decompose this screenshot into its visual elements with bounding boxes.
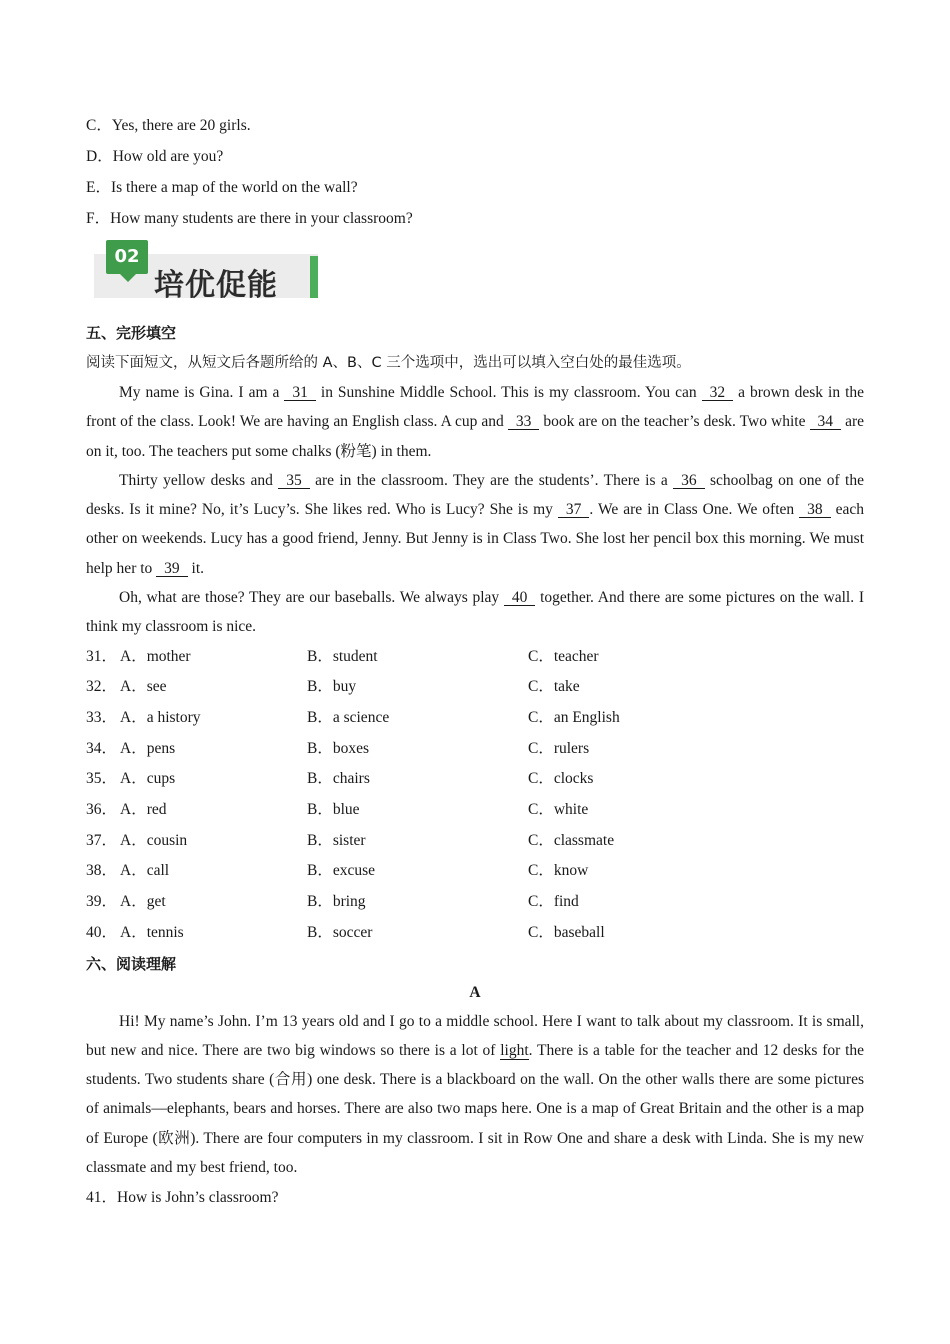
cloze-options [86, 642, 864, 949]
question-41: 41．How is John’s classroom? [86, 1189, 279, 1207]
text: Thirty yellow desks and [119, 471, 279, 489]
option-a: A．tennis [120, 923, 184, 941]
option-b: B．blue [307, 801, 360, 819]
question-number: 38． [86, 862, 118, 880]
text: are in the classroom. They are the students’. There is a [309, 471, 674, 489]
option-c: C．know [528, 862, 589, 880]
worksheet-page [86, 110, 864, 1213]
question-number: 35． [86, 770, 118, 788]
question-row [86, 703, 864, 734]
blank-35: 35 [278, 473, 310, 489]
previous-options [86, 110, 864, 234]
option-c: C．classmate [528, 831, 615, 849]
question-row [86, 887, 864, 918]
text: book are on the teacher’s desk. Two white [539, 413, 810, 431]
option-a: A．a history [120, 709, 201, 727]
text: . We are in Class One. We often [589, 501, 800, 519]
passage-title: A [469, 983, 481, 1001]
option-e: E．Is there a map of the world on the wall? [86, 179, 358, 196]
text: each other on weekends. Lucy has a good friend, Jenny. But Jenny is in Class Two. She lost her pencil box this morning. We must help her to [86, 501, 865, 577]
option-b: B．student [307, 647, 378, 665]
banner-badge: 02 [106, 240, 148, 274]
text: Oh, what are those? They are our baseballs. We always play [119, 589, 504, 607]
text: together. And there are some pictures on the wall. I think my classroom is nice. [86, 589, 864, 636]
option-c: C．teacher [528, 647, 599, 665]
question-row [86, 642, 864, 673]
option-c: C．find [528, 893, 579, 911]
question-number: 34． [86, 739, 118, 757]
option-a: A．cups [120, 770, 176, 788]
underlined-word: light [500, 1041, 529, 1059]
reading-passage-a [86, 1007, 864, 1183]
text: are on it, too. The teachers put some chalks (粉笔) in them. [86, 413, 865, 460]
option-c: C．baseball [528, 923, 605, 941]
blank-33: 33 [508, 414, 540, 430]
question-row [86, 918, 864, 949]
option-b: B．soccer [307, 923, 373, 941]
banner-accent-bar [310, 256, 318, 298]
option-a: A．mother [120, 647, 191, 665]
option-a: A．red [120, 801, 167, 819]
question-number: 37． [86, 831, 118, 849]
option-c: C．white [528, 801, 589, 819]
question-row [86, 764, 864, 795]
option-c: C．an English [528, 709, 620, 727]
question-row [86, 795, 864, 826]
question-row [86, 826, 864, 857]
text: My name is Gina. I am a [119, 384, 285, 401]
cloze-paragraph-3 [86, 583, 864, 642]
option-b: B．excuse [307, 862, 376, 880]
option-c: C．rulers [528, 739, 590, 757]
option-b: B．buy [307, 678, 357, 696]
option-f: F．How many students are there in your classroom? [86, 210, 413, 227]
section5-instruction: 阅读下面短文，从短文后各题所给的 A、B、C 三个选项中，选出可以填入空白处的最佳选项。 [86, 355, 691, 371]
option-a: A．see [120, 678, 167, 696]
option-b: B．sister [307, 831, 366, 849]
text: a brown desk in the front of the class. Look! We are having an English class. A cup and [86, 384, 865, 431]
blank-37: 37 [558, 502, 590, 518]
blank-36: 36 [673, 473, 705, 489]
option-b: B．boxes [307, 739, 370, 757]
option-c: C．clocks [528, 770, 594, 788]
option-c: C．Yes, there are 20 girls. [86, 117, 251, 134]
option-a: A．call [120, 862, 170, 880]
blank-38: 38 [799, 502, 831, 518]
question-number: 33． [86, 709, 118, 727]
question-row [86, 672, 864, 703]
option-a: A．pens [120, 739, 176, 757]
option-c: C．take [528, 678, 580, 696]
question-number: 36． [86, 801, 118, 819]
question-row [86, 734, 864, 765]
option-b: B．bring [307, 893, 366, 911]
blank-32: 32 [702, 385, 734, 401]
blank-31: 31 [284, 385, 316, 401]
section5-heading: 五、完形填空 [86, 324, 177, 342]
text: Hi! My name’s John. I’m 13 years old and I go to a middle school. Here I want to talk about my classroom. It is small, but new and nice. There are two big windows so there is a lot of [86, 1012, 864, 1059]
option-a: A．get [120, 893, 166, 911]
blank-40: 40 [504, 590, 536, 606]
option-b: B．a science [307, 709, 390, 727]
blank-39: 39 [156, 561, 188, 577]
section6-heading: 六、阅读理解 [86, 954, 177, 973]
text: in Sunshine Middle School. This is my classroom. You can [315, 384, 702, 401]
cloze-paragraph-1 [86, 378, 864, 466]
question-row [86, 856, 864, 887]
option-d: D．How old are you? [86, 148, 224, 165]
text: . There is a table for the teacher and 12 desks for the students. Two students share (合用) one desk. There is a blackboard on the wall. On the other walls there are some pictures of animals—elephants, bears and horses. There are also two maps here. One is a map of Great Britain and the other is a map of Europe (欧洲). There are four computers in my classroom. I sit in Row One and share a desk with Linda. She is my new classmate and my best friend, too. [86, 1041, 865, 1177]
section-banner [86, 238, 864, 318]
text: it. [187, 559, 205, 577]
question-number: 40． [86, 923, 118, 941]
text: schoolbag on one of the desks. Is it mine? No, it’s Lucy’s. She likes red. Who is Lucy? She is my [86, 471, 864, 519]
blank-34: 34 [810, 414, 842, 430]
question-number: 31． [86, 647, 118, 665]
question-number: 32． [86, 678, 118, 696]
question-number: 39． [86, 893, 118, 911]
banner-title: 培优促能 [154, 268, 278, 303]
option-a: A．cousin [120, 831, 188, 849]
cloze-paragraph-2 [86, 466, 864, 583]
option-b: B．chairs [307, 770, 370, 788]
